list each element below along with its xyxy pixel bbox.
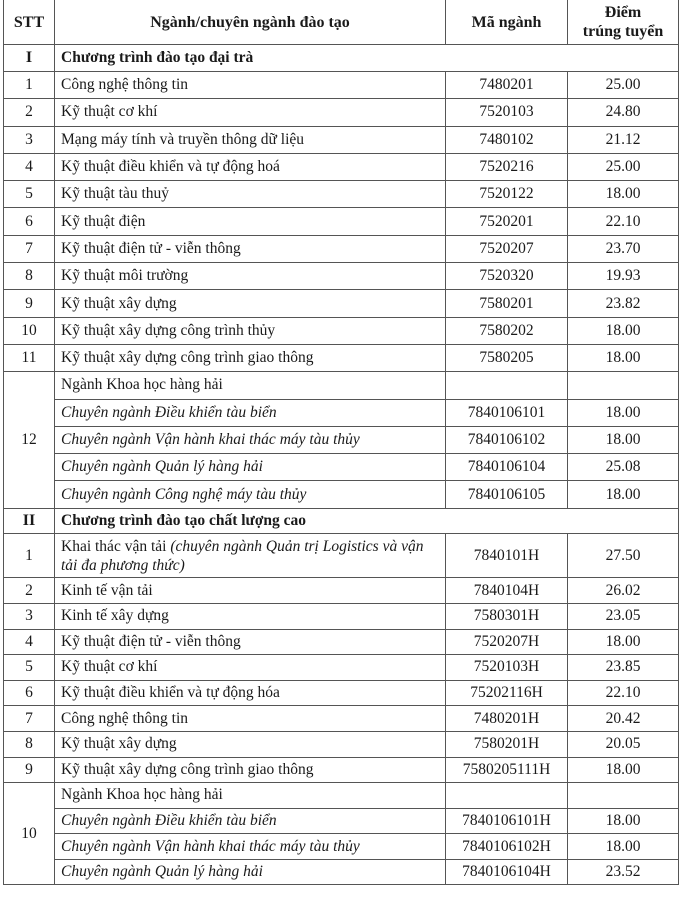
row-stt: 1 (4, 534, 55, 578)
row-stt: 10 (4, 317, 55, 344)
row-code: 7840104H (446, 578, 568, 604)
row-name: Kỹ thuật điện tử - viễn thông (55, 629, 446, 655)
row-name: Kỹ thuật điều khiển và tự động hóa (55, 680, 446, 706)
header-score (568, 0, 679, 45)
row-score: 18.00 (568, 344, 679, 371)
row-score: 22.10 (568, 208, 679, 235)
specialization-code: 7840106101H (446, 808, 568, 834)
row-name: Mạng máy tính và truyền thông dữ liệu (55, 126, 446, 153)
row-stt: 6 (4, 680, 55, 706)
row-code: 7520207H (446, 629, 568, 655)
table-row (4, 126, 679, 153)
row-stt: 9 (4, 290, 55, 317)
specialization-code: 7840106105 (446, 481, 568, 508)
table-row (4, 72, 679, 99)
row-name-main: Khai thác vận tải (61, 537, 171, 555)
group-stt: 12 (4, 372, 55, 508)
group-name: Ngành Khoa học hàng hải (55, 783, 446, 809)
row-stt: 3 (4, 126, 55, 153)
specialization-code: 7840106101 (446, 399, 568, 426)
group-score-empty (568, 783, 679, 809)
specialization-score: 25.08 (568, 454, 679, 481)
row-score: 23.85 (568, 655, 679, 681)
row-code: 7580201 (446, 290, 568, 317)
table-header-row (4, 0, 679, 45)
row-code: 7520122 (446, 181, 568, 208)
row-code: 7580205111H (446, 757, 568, 783)
row-stt: 8 (4, 263, 55, 290)
row-score: 20.42 (568, 706, 679, 732)
row-name: Kỹ thuật xây dựng công trình giao thông (55, 344, 446, 371)
row-name: Kỹ thuật cơ khí (55, 99, 446, 126)
row-code: 7580301H (446, 603, 568, 629)
row-code: 7580201H (446, 731, 568, 757)
row-name: Kinh tế vận tải (55, 578, 446, 604)
row-score: 26.02 (568, 578, 679, 604)
row-score: 23.82 (568, 290, 679, 317)
specialization-name: Chuyên ngành Công nghệ máy tàu thủy (55, 481, 446, 508)
row-score: 22.10 (568, 680, 679, 706)
row-code: 7520216 (446, 153, 568, 180)
row-score: 18.00 (568, 757, 679, 783)
row-name: Kỹ thuật xây dựng (55, 731, 446, 757)
row-name (55, 534, 446, 578)
specialization-score: 18.00 (568, 481, 679, 508)
section-number: I (4, 45, 55, 72)
table-row (4, 603, 679, 629)
table-row (4, 757, 679, 783)
row-score: 23.05 (568, 603, 679, 629)
section-title: Chương trình đào tạo chất lượng cao (55, 508, 679, 534)
specialization-name: Chuyên ngành Vận hành khai thác máy tàu thủy (55, 426, 446, 453)
table-row (4, 344, 679, 371)
row-name: Kỹ thuật xây dựng công trình thủy (55, 317, 446, 344)
table-row (4, 629, 679, 655)
row-stt: 1 (4, 72, 55, 99)
row-code: 7480201H (446, 706, 568, 732)
row-code: 7520103 (446, 99, 568, 126)
row-code: 7520207 (446, 235, 568, 262)
row-name: Kỹ thuật điện (55, 208, 446, 235)
group-score-empty (568, 372, 679, 399)
row-score: 25.00 (568, 153, 679, 180)
table-row (4, 731, 679, 757)
admission-scores-table (3, 0, 679, 885)
row-stt: 6 (4, 208, 55, 235)
row-score: 19.93 (568, 263, 679, 290)
specialization-code: 7840106102H (446, 834, 568, 860)
table-row (4, 235, 679, 262)
row-stt: 7 (4, 235, 55, 262)
row-name: Kỹ thuật tàu thuỷ (55, 181, 446, 208)
specialization-row (4, 808, 679, 834)
row-stt: 3 (4, 603, 55, 629)
row-name-note: (chuyên ngành Quản trị Logistics và vận tải đa phương thức) (61, 537, 424, 574)
row-stt: 5 (4, 181, 55, 208)
table-body (4, 0, 679, 885)
row-score: 18.00 (568, 181, 679, 208)
group-row (4, 372, 679, 399)
row-code: 7840101H (446, 534, 568, 578)
header-name: Ngành/chuyên ngành đào tạo (55, 0, 446, 45)
table-row (4, 153, 679, 180)
table-row (4, 680, 679, 706)
header-stt: STT (4, 0, 55, 45)
section-row (4, 45, 679, 72)
header-code: Mã ngành (446, 0, 568, 45)
section-row (4, 508, 679, 534)
row-score: 27.50 (568, 534, 679, 578)
specialization-score: 18.00 (568, 808, 679, 834)
row-code: 7520103H (446, 655, 568, 681)
specialization-name: Chuyên ngành Điều khiển tàu biển (55, 808, 446, 834)
row-name: Kinh tế xây dựng (55, 603, 446, 629)
table-row (4, 290, 679, 317)
table-row (4, 99, 679, 126)
row-code: 7520320 (446, 263, 568, 290)
header-score-line1: Điểm (604, 4, 642, 21)
row-score: 18.00 (568, 317, 679, 344)
section-title: Chương trình đào tạo đại trà (55, 45, 679, 72)
row-code: 75202116H (446, 680, 568, 706)
specialization-score: 18.00 (568, 399, 679, 426)
row-stt: 2 (4, 99, 55, 126)
row-score: 24.80 (568, 99, 679, 126)
specialization-name: Chuyên ngành Vận hành khai thác máy tàu thủy (55, 834, 446, 860)
table-row (4, 208, 679, 235)
row-score: 18.00 (568, 629, 679, 655)
row-name: Kỹ thuật xây dựng (55, 290, 446, 317)
row-name: Kỹ thuật cơ khí (55, 655, 446, 681)
specialization-row (4, 454, 679, 481)
row-stt: 11 (4, 344, 55, 371)
table-row (4, 181, 679, 208)
table-row (4, 655, 679, 681)
specialization-row (4, 399, 679, 426)
specialization-score: 18.00 (568, 426, 679, 453)
specialization-code: 7840106104 (446, 454, 568, 481)
row-name: Kỹ thuật điện tử - viễn thông (55, 235, 446, 262)
row-score: 25.00 (568, 72, 679, 99)
row-stt: 8 (4, 731, 55, 757)
row-score: 20.05 (568, 731, 679, 757)
row-code: 7580205 (446, 344, 568, 371)
specialization-code: 7840106104H (446, 859, 568, 885)
section-number: II (4, 508, 55, 534)
specialization-score: 23.52 (568, 859, 679, 885)
row-name: Kỹ thuật môi trường (55, 263, 446, 290)
row-score: 23.70 (568, 235, 679, 262)
row-name: Công nghệ thông tin (55, 706, 446, 732)
specialization-score: 18.00 (568, 834, 679, 860)
row-stt: 7 (4, 706, 55, 732)
table-row (4, 263, 679, 290)
specialization-name: Chuyên ngành Quản lý hàng hải (55, 859, 446, 885)
row-stt: 4 (4, 153, 55, 180)
row-score: 21.12 (568, 126, 679, 153)
specialization-name: Chuyên ngành Điều khiển tàu biển (55, 399, 446, 426)
row-code: 7480201 (446, 72, 568, 99)
row-name: Kỹ thuật điều khiển và tự động hoá (55, 153, 446, 180)
group-stt: 10 (4, 783, 55, 885)
row-stt: 2 (4, 578, 55, 604)
row-code: 7520201 (446, 208, 568, 235)
group-code-empty (446, 783, 568, 809)
row-name: Công nghệ thông tin (55, 72, 446, 99)
group-row (4, 783, 679, 809)
row-stt: 5 (4, 655, 55, 681)
row-stt: 4 (4, 629, 55, 655)
row-stt: 9 (4, 757, 55, 783)
specialization-name: Chuyên ngành Quản lý hàng hải (55, 454, 446, 481)
group-name: Ngành Khoa học hàng hải (55, 372, 446, 399)
table-row (4, 317, 679, 344)
group-code-empty (446, 372, 568, 399)
row-code: 7580202 (446, 317, 568, 344)
table-row (4, 534, 679, 578)
row-name: Kỹ thuật xây dựng công trình giao thông (55, 757, 446, 783)
table-row (4, 578, 679, 604)
specialization-row (4, 834, 679, 860)
specialization-row (4, 481, 679, 508)
specialization-row (4, 859, 679, 885)
specialization-row (4, 426, 679, 453)
table-row (4, 706, 679, 732)
specialization-code: 7840106102 (446, 426, 568, 453)
row-code: 7480102 (446, 126, 568, 153)
header-score-line2: trúng tuyển (582, 23, 664, 40)
